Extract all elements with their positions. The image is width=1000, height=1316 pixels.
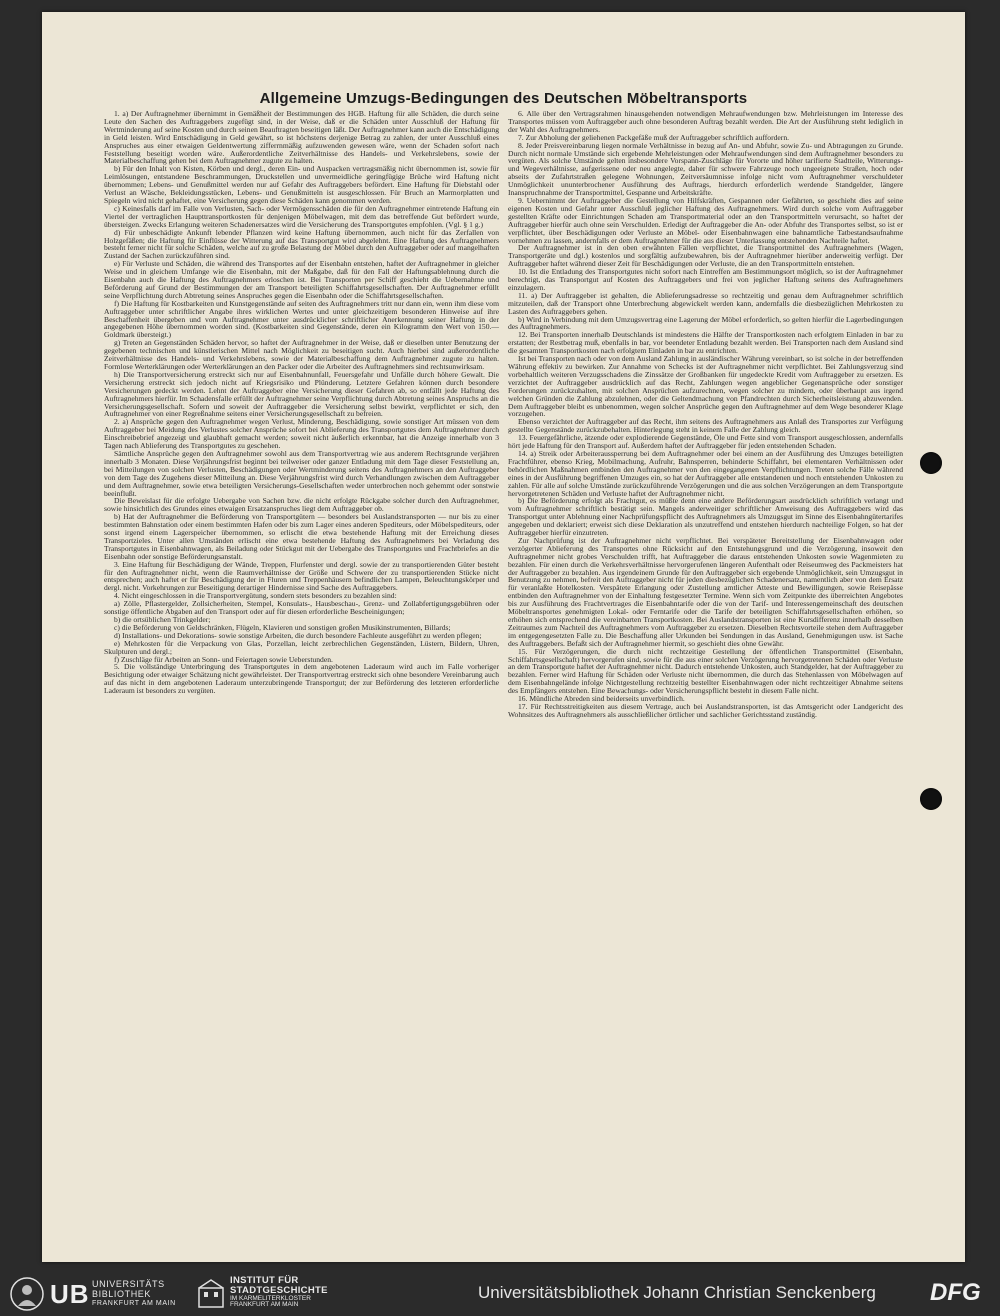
paragraph: 17. Für Rechtsstreitigkeiten aus diesem Vertrage, auch bei Auslandstransporten, ist das Amtsgericht oder Landgericht des Wohnsitzes des Auftragnehmers als ausschließlicher örtlicher und sachlicher Gerichtsstand zuständig. xyxy=(508,701,903,719)
paragraph: Der Auftragnehmer ist in den oben erwähnten Fällen verpflichtet, die Transportmittel des Auftragnehmers (Wagen, Transportgeräte und dgl.) kostenlos und sorgfältig aufzubewahren, bis der Auftragnehmer hierüber anderweitig verfügt. Der Auftraggeber haftet während dieser Zeit für Beschädigungen oder Verluste, die an den Transportmitteln entstehen. xyxy=(508,243,903,269)
paragraph: 9. Uebernimmt der Auftraggeber die Gestellung von Hilfskräften, Gespannen oder Gefährten, so geschieht dies auf seine eigenen Kosten und Gefahr unter Ausschluß jeglicher Haftung des Auftragnehmers. Wird durch solche vom Auftraggeber gestellten Kräfte oder Einrichtungen Schaden am Transportmaterial oder an den Transportmitteln verursacht, so haftet der Auftraggeber hierfür auch ohne sein Verschulden. Erledigt der Auftraggeber die An- oder Abfuhr des Transportes selbst, so ist er verpflichtet, über Beschädigungen oder Verluste an Möbel- oder Eisenbahnwagen eine bahnamtliche Tatbestandsaufnahme vornehmen zu lassen, andernfalls er dem Auftragnehmer für die aus dieser Unterlassung entstehenden Nachteile haftet. xyxy=(508,195,903,245)
paragraph: Zur Nachprüfung ist der Auftragnehmer nicht verpflichtet. Bei verspäteter Bereitstellung der Eisenbahnwagen oder verzögerter Ablieferung des Transportes ohne Rücksicht auf den Entstehungsgrund und die Verzögerung, insoweit den Auftragnehmer nicht grobes Verschulden trifft, hat Auftraggeber die daraus entstehenden Unkosten sowie Wagenmieten zu bezahlen. Für einen durch die Verkehrsverhältnisse hervorgerufenen längeren Aufenthalt oder Reiseumweg des Packmeisters hat der Auftraggeber zu bezahlen. Aus irgendeinem Grunde für den Auftraggeber sich ergebende Unmöglichkeit, sein Umzugsgut in Benutzung zu nehmen, befreit den Auftraggeber nicht für jeden diesbezüglichen Schadenersatz, namentlich aber von dem Ersatz für veranlaßte Hotelkosten. Verspätete Erlangung oder Zustellung amtlicher Atteste und Bewilligungen, sowie Reisepässe entbinden den Auftragnehmer von der Einhaltung festgesetzter Termine. Wenn sich vom Zeitpunkte des überreichten Angebotes bis zur Ausführung des Frachtvertrages die Eisenbahntarife oder die von der Tarif- und Interessengemeinschaft des deutschen Möbeltransportes genehmigten Lokal- oder Ferntarife oder die Tarife der beteiligten Schiffahrtsgesellschaften erhöhen, so erhöhen sich entsprechend die vereinbarten Transportkosten. Bei Auslandstransporten ist eine Kursdifferenz innerhalb desselben Zeitraumes zum Nachteil des Auftragnehmers vom Auftraggeber zu ersetzen. Dieselben Rechtsvorteile stehen dem Auftraggeber im entgegengesetzten Falle zu. Die Beschaffung aller Urkunden bei Sendungen in das Ausland, Genehmigungen usw. ist Sache des Auftraggebers. Befaßt sich der Auftragnehmer hiermit, so geschieht dies ohne Gewähr. xyxy=(508,535,903,648)
punch-hole xyxy=(920,788,942,810)
right-column xyxy=(508,110,903,719)
paragraph: 7. Zur Abholung der geliehenen Packgefäße muß der Auftraggeber schriftlich auffordern. xyxy=(518,132,790,142)
paragraph: Die Beweislast für die erfolgte Uebergabe von Sachen bzw. die nicht erfolgte Rückgabe solcher durch den Auftragnehmer, sowie hinsichtlich des Grundes eines etwaigen Ersatzanspruches liegt dem Auftraggeber ob. xyxy=(104,496,499,514)
paragraph: Ebenso verzichtet der Auftraggeber auf das Recht, ihm seitens des Auftragnehmers aus Anlaß des Transportes zur Verfügung gestellte Gegenstände zurückzubehalten. Hinterlegung steht in keinem Falle der Zahlung gleich. xyxy=(508,417,903,435)
paragraph: a) Zölle, Pflastergelder, Zollsicherheiten, Stempel, Konsulats-, Hausbeschau-, Grenz- und Zollabfertigungsgebühren oder sonstige öffentliche Abgaben auf den Transport oder auf für diesen erforderliche Bescheinigungen; xyxy=(104,599,499,617)
ub-seal-icon xyxy=(8,1276,46,1312)
paragraph: 13. Feuergefährliche, ätzende oder explodierende Gegenstände, Öle und Fette sind vom Transport ausgeschlossen, andernfalls hört jede Haftung für den Transport auf. Außerdem haftet der Auftraggeber für jeden entstehenden Schaden. xyxy=(508,433,903,451)
ifs-line-2: STADTGESCHICHTE xyxy=(230,1284,328,1296)
ifs-line-1: INSTITUT FÜR xyxy=(230,1275,299,1286)
paragraph: 4. Nicht eingeschlossen in die Transportvergütung, sondern stets besonders zu bezahlen sind: xyxy=(114,591,397,601)
document-page xyxy=(42,12,965,1262)
ifs-building-icon xyxy=(198,1278,224,1308)
paragraph: d) Für unbeschädigte Ankunft lebender Pflanzen wird keine Haftung übernommen, auch nicht für das Zerfallen von Holzgefäßen; die Haftung für Einflüsse der Witterung auf das Transportgut wird abgelehnt. Eine Haftung des Auftragnehmers besteht ferner nicht für solche Schäden, welche auf zu große Belastung der Möbel durch den Auftraggeber oder auf mangelhaften Zustand der Sachen zurückzuführen sind. xyxy=(104,227,499,261)
paragraph: b) Wird in Verbindung mit dem Umzugsvertrag eine Lagerung der Möbel erforderlich, so gelten hierfür die Lagerbedingungen des Auftragnehmers. xyxy=(508,314,903,332)
paragraph: 12. Bei Transporten innerhalb Deutschlands ist mindestens die Hälfte der Transportkosten nach erfolgtem Einladen in bar zu erstatten; der Restbetrag muß, ebenfalls in bar, vor beendeter Entladung bezahlt werden. Bei Transporten nach dem Ausland sind die gesamten Transportkosten nach erfolgtem Einladen in bar zu entrichten. xyxy=(508,330,903,356)
ub-name xyxy=(92,1279,176,1309)
paragraph: b) Hat der Auftragnehmer die Beförderung von Transportgütern — besonders bei Auslandstransporten — nur bis zu einer bestimmten Bahnstation oder einem bestimmten Hafen oder bis zum Lager eines anderen Spediteurs, oder Möbelspediteurs, oder sonst irgend einem Lagerspeicher übernommen, so erlischt die etwa bestehende Haftung mit der Erreichung dieses Transportzieles. Unter allen Umständen erlischt eine etwa bestehende Haftung des Auftragnehmers bei Verladung des Transportgutes in Eisenbahnwagen, als Beiladung oder Stückgut mit der Uebergabe des Transportgutes und Frachtbriefes an die Eisenbahn oder sonstige Beförderungsanstalt. xyxy=(104,512,499,561)
ub-line-2: BIBLIOTHEK xyxy=(92,1289,152,1299)
library-link[interactable]: Universitätsbibliothek Johann Christian Senckenberg xyxy=(478,1283,876,1302)
paragraph: 10. Ist die Entladung des Transportgutes nicht sofort nach Eintreffen am Bestimmungsort möglich, so ist der Auftragnehmer berechtigt, das Transportgut auf Kosten des Auftraggebers und frei von jeglicher Haftung seitens des Auftragnehmers einzulagern. xyxy=(508,267,903,292)
paragraph: Sämtliche Ansprüche gegen den Auftragnehmer sowohl aus dem Transportvertrag wie aus anderem Rechtsgrunde verjähren innerhalb 3 Monaten. Diese Verjährungsfrist beginnt bei teilweiser oder ganzer Entladung mit dem Tage dieser Feststellung an, bei Mitteilungen von solchen Verlusten, Beschädigungen oder Wertminderung seitens des Auftragnehmers an den Auftraggeber von dem Tage des Zugehens dieser Mitteilung an. Diese Verjährungsfrist wird durch Verhandlungen zwischen dem Auftraggeber und dem Auftragnehmer, sowie etwa beteiligten Versicherungs-Gesellschaften weder unterbrochen noch gehemmt oder sonstwie beeinflußt. xyxy=(104,448,499,498)
document-title: Allgemeine Umzugs-Bedingungen des Deutschen Möbeltransports xyxy=(259,90,748,107)
paragraph: g) Treten an Gegenständen Schäden hervor, so haftet der Auftragnehmer in der Weise, daß er dieselben unter Benutzung der gegebenen technischen und künstlerischen Mittel nach Möglichkeit zu beseitigen sucht. Auch hierbei sind außerordentliche Zeitverhältnisse des Handels- und Verkehrslebens, sowie der Materialbeschaffung dem Auftragnehmer zugute zu halten. Formlose Werterklärungen oder Werterklärungen an den Packer oder die Arbeiter des Auftragnehmers sind rechtsunwirksam. xyxy=(104,338,499,371)
paragraph: 2. a) Ansprüche gegen den Auftragnehmer wegen Verlust, Minderung, Beschädigung, sowie sonstiger Art müssen von dem Auftraggeber bei Meidung des Verlustes solcher Ansprüche sofort bei Ablieferung des Transportgutes dem Auftragnehmer durch Einschreibebrief angezeigt und glaubhaft gemacht werden; soweit nicht äußerlich erkennbar, hat die Anzeige innerhalb von 3 Tagen nach Ablieferung des Transportgutes zu geschehen. xyxy=(104,417,499,451)
paragraph: f) Die Haftung für Kostbarkeiten und Kunstgegenstände auf seiten des Auftragnehmers tritt nur dann ein, wenn ihm diese vom Auftraggeber unter schriftlicher Angabe ihres wirklichen Wertes und unter gleichzeitigem besonderen Hinweise auf ihre Beschaffenheit übergeben und vom Auftragnehmer unter ausdrücklicher schriftlicher Anerkennung seiner Haftung in der angegebenen Höhe übernommen worden sind. (Kostbarkeiten sind Gegenstände, deren ein Kilogramm den Wert von 150.— Goldmark übersteigt.) xyxy=(104,298,499,340)
paragraph: 6. Alle über den Vertragsrahmen hinausgehenden notwendigen Mehraufwendungen bzw. Mehrleistungen im Interesse des Transportes müssen vom Auftraggeber auch ohne besonderen Auftrag bezahlt werden. Die Art der Ausführung steht lediglich in der Wahl des Auftragnehmers. xyxy=(508,109,903,134)
paragraph: b) Die Beförderung erfolgt als Frachtgut, es müßte denn eine andere Beförderungsart ausdrücklich schriftlich verlangt und vom Auftragnehmer schriftlich bestätigt sein. Mangels anderweitiger schriftlicher Anweisung des Auftraggebers wird das Transportgut unter Ablehnung einer Nachprüfungspflicht des Auftragnehmers als Umzugsgut im Sinne des Eisenbahngütertarifes angegeben und deklariert; erweist sich diese Deklaration als unzutreffend und entstehen hierdurch nachteilige Folgen, so hat der Auftraggeber hierfür einzutreten. xyxy=(508,496,903,538)
ub-line-1: UNIVERSITÄTS xyxy=(92,1279,165,1289)
paragraph: 15. Für Verzögerungen, die durch nicht rechtzeitige Gestellung der öffentlichen Transportmittel (Eisenbahn, Schiffahrtsgesellschaft) hervorgerufen sind, sowie für die aus einer solchen Verzögerung hervorgetretenen Schäden oder Verluste an dem Transportgute haftet der Auftragnehmer nicht. Dadurch entstehende Unkosten, auch Standgelder, hat der Auftraggeber zu bezahlen. Ferner wird Haftung für Schäden oder Verluste nicht übernommen, die durch das Stehenlassen von Möbelwagen auf dem Eisenbahngelände infolge Nichtgestellung rechtzeitig bestellter Eisenbahnwagen oder nicht rechtzeitiger Abnahme seitens des Empfängers entstehen. Eine Bewachungs- oder Versicherungspflicht besteht in diesem Falle nicht. xyxy=(508,646,903,696)
paragraph: 1. a) Der Auftragnehmer übernimmt in Gemäßheit der Bestimmungen des HGB. Haftung für alle Schäden, die durch seine Leute den Sachen des Auftraggebers zugefügt sind, in der Weise, daß er die Schäden unter Ausschluß der Haftung für Wertminderung auf seine Kosten und durch seinen Beauftragten beseitigen läßt. Der Auftragnehmer kann auch die Entschädigung in Geld leisten. Wird Entschädigung in Geld gewährt, so ist höchstens derjenige Betrag zu zahlen, der unter Ausschluß eines Anspruches aus einer etwaigen Geldentwertung zifferrnmäßig aufzuwenden gewesen wäre, wenn der Schaden sofort nach Feststellung beseitigt worden wäre. Außerordentliche Zeitverhältnisse des Handels- und Verkehrslebens, sowie der Materialbeschaffung gehen bei dem Auftragnehmer zugute zu halten. xyxy=(104,109,499,166)
ifs-name xyxy=(230,1276,328,1309)
paragraph: 16. Mündliche Abreden sind beiderseits unverbindlich. xyxy=(518,694,685,704)
paragraph: Ist bei Transporten nach oder von dem Ausland Zahlung in ausländischer Währung vereinbart, so ist solche in der betreffenden Währung effektiv zu bewirken. Zur Annahme von Schecks ist der Auftragnehmer nicht verpflichtet. Bei Zahlungsverzug sind vorbehaltlich weiteren Verzugsschadens die Zinssätze der Großbanken für ungedeckte Kredit vom Auftraggeber zu ersetzen. Es verzichtet der Auftraggeber ausdrücklich auf das Recht, Zahlungen wegen angeblicher Gegenansprüche oder sonstiger Forderungen zurückzuhalten, mit solchen Ansprüchen aufzurechnen, wegen solcher zu mindern, oder überhaupt aus irgend welchen Gründen die Zahlung abzulehnen, oder die Geltendmachung von Pfandrechten durch Sicherheitsleistung abzuwenden. Dem Auftraggeber bleibt es unbenommen, wegen solcher Ansprüche gegen den Auftragnehmer auf dem Wege besonderer Klage vorzugehen. xyxy=(508,354,904,419)
ub-line-3: FRANKFURT AM MAIN xyxy=(92,1300,176,1307)
paragraph: e) Mehrkosten für die Verpackung von Glas, Porzellan, leicht zerbrechlichen Gegenständen, Lüstern, Bildern, Uhren, Skulpturen und dergl.; xyxy=(104,638,499,656)
paragraph: 14. a) Streik oder Arbeiteraussperrung bei dem Auftragnehmer oder bei einem an der Ausführung des Umzuges beteiligten Frachtführer, ebenso Krieg, Mobilmachung, Aufruhr, Bahnsperren, behinderte Schiffahrt, bei elementaren Verhältnissen oder behördlichen Maßnahmen entbinden den Auftragnehmer von den eingegangenen Verpflichtungen. Treten solche Fälle während eines in der Ausführung begriffenen Umzuges ein, so hat der Auftraggeber alle entstandenen und noch entstehenden Unkosten zu zahlen. Für alle auf solche Umstände zurückzuführende Verzögerungen und die aus solchen Verzögerungen an dem Transportgute hervorgetretenen Schäden und Verluste haftet der Auftragnehmer nicht. xyxy=(508,448,903,498)
paragraph: 5. Die vollständige Unterbringung des Transportgutes in dem angebotenen Laderaum wird auch im Falle vorheriger Besichtigung oder etwaiger Schätzung nicht gewährleistet. Der Transportvertrag erstreckt sich ohne besondere Vereinbarung auch auf das nicht in dem angebotenen Laderaum unterzubringende Transportgut; der zur Beförderung des letzteren erforderliche Laderaum ist besonders zu vergüten. xyxy=(104,662,499,696)
ub-mark: UB xyxy=(50,1279,90,1309)
ifs-line-3: IM KARMELITERKLOSTER xyxy=(230,1295,311,1302)
paragraph: d) Installations- und Dekorations- sowie sonstige Arbeiten, die durch besondere Fachleute ausgeführt zu werden pflegen; xyxy=(114,630,482,640)
paragraph: b) Für den Inhalt von Kisten, Körben und dergl., deren Ein- und Auspacken vertragsmäßig nicht übernommen ist, sowie für Leimlösungen, entstandene Beschrammungen, Druckstellen und unvermeidliche geringfügige Brüche wird Haftung nicht übernommen; Lebens- und Genußmittel werden nur auf Gefahr des Auftraggebers befördert. Eine Haftung für Diebstahl oder Verlust an Wäsche, Bekleidungsstücken, Lebens- und Genußmitteln ist ausgeschlossen. Für Bruch an Marmorplatten und Spiegeln wird nicht gehaftet, eine Versicherung gegen diese Schäden kann genommen werden. xyxy=(104,164,499,205)
paragraph: c) die Beförderung von Geldschränken, Flügeln, Klavieren und sonstigen großen Musikinstrumenten, Billards; xyxy=(114,622,451,632)
punch-hole xyxy=(920,452,942,474)
paragraph: e) Für Verluste und Schäden, die während des Transportes auf der Eisenbahn entstehen, haftet der Auftragnehmer in gleicher Weise und in gleichem Umfange wie die Eisenbahn, mit der Maßgabe, daß für den Fall der Haftungsablehnung durch die Eisenbahn auch die Haftung des Auftragnehmers erloschen ist. Bei Transporten per Schiff geschieht die Uebernahme und Beförderung auf Grund der Bestimmungen der am Transport beteiligten Schiffahrtsgesellschaften. Der Auftragnehmer erfüllt seine Verpflichtung durch Abtretung seines Anspruches gegen die Eisenbahn oder die Schiffahrtsgesellschaften. xyxy=(104,259,499,300)
left-column xyxy=(104,110,499,695)
paragraph: f) Zuschläge für Arbeiten an Sonn- und Feiertagen sowie Ueberstunden. xyxy=(114,654,333,664)
paragraph: c) Keinesfalls darf im Falle von Verlusten, Sach- oder Vermögensschäden die für den Auftragnehmer eintretende Haftung ein Viertel der vertraglichen Haupttransportkosten für denjenigen Möbelwagen, mit dem das betreffende Gut befördert wurde, übersteigen. Zwecks Erlangung weiteren Schadenersatzes wird die Versicherung des Transportgutes empfohlen. (Vgl. § 1 g.) xyxy=(104,203,499,229)
paragraph: 11. a) Der Auftraggeber ist gehalten, die Ablieferungsadresse so rechtzeitig und genau dem Auftragnehmer schriftlich mitzuteilen, daß der Transport ohne Unterbrechung abgewickelt werden kann, andernfalls die diesbezüglichen Mehrkosten zu Lasten des Auftraggebers gehen. xyxy=(508,290,903,316)
paragraph: h) Die Transportversicherung erstreckt sich nur auf Eisenbahnunfall, Feuersgefahr und Unfälle durch höhere Gewalt. Die Versicherung erstreckt sich jedoch nicht auf Kriegsrisiko und Plünderung. Letztere Gefahren können durch besondere Versicherungen gedeckt werden. Lehnt der Auftraggeber eine Versicherung dieser Gefahren ab, so entfällt jede Haftung des Auftragnehmers hierfür. Im Schadensfalle erfüllt der Auftragnehmer seine Verpflichtung durch Abtretung seines Anspruchs an die Versicherungsgesellschaft. Sofern und soweit der Auftraggeber die Versicherung selbst bewirkt, verpflichtet er sich, den Auftragnehmer von einer Regreßnahme seitens einer Versicherungsgesellschaft zu befreien. xyxy=(104,369,499,419)
paragraph: b) die ortsüblichen Trinkgelder; xyxy=(114,615,211,624)
paragraph: 3. Eine Haftung für Beschädigung der Wände, Treppen, Flurfenster und dergl. sowie der zu transportierenden Güter besteht für den Auftragnehmer nicht, wenn die Raumverhältnisse der Größe und Schwere der zu transportierenden Stücke nicht entsprechen; auch haftet er für Beschädigung der in Fluren und Treppenhäusern befindlichen Lampen, Beleuchtungskörper und dergl. nicht. Vorkehrungen zur Beseitigung derartiger Hindernisse sind Sache des Auftraggebers. xyxy=(104,559,499,593)
paragraph: 8. Jeder Preisvereinbarung liegen normale Verhältnisse in bezug auf An- und Abfuhr, sowie Zu- und Abtragungen zu Grunde. Durch nicht normale Umstände sich ergebende Mehrleistungen oder Mehraufwendungen sind dem Auftragnehmer besonders zu vergüten. Als solche Umstände gelten insbesondere Vorspann-Zuschläge für Vororte und höher tarifierte Stadtteile, Witterungs- und Wegeverhältnisse, aufgerissene oder neu angelegte, daher für schwere Fahrzeuge noch ungeeignete Straßen, hoch oder abseits der Zufahrtstraßen gelegene Wohnungen, Zeitversäumnisse infolge nicht vom Auftragnehmer verschuldeter Unmöglichkeit ununterbrochener Ausführung des Auftrags, hierdurch erforderlich werdende Standgelder, längere Inanspruchnahme der Transportmittel, Gespanne und Arbeitskräfte. xyxy=(508,140,903,198)
dfg-logo: DFG xyxy=(930,1279,981,1306)
ifs-line-4: FRANKFURT AM MAIN xyxy=(230,1301,299,1308)
viewer-footer xyxy=(0,1270,1000,1316)
